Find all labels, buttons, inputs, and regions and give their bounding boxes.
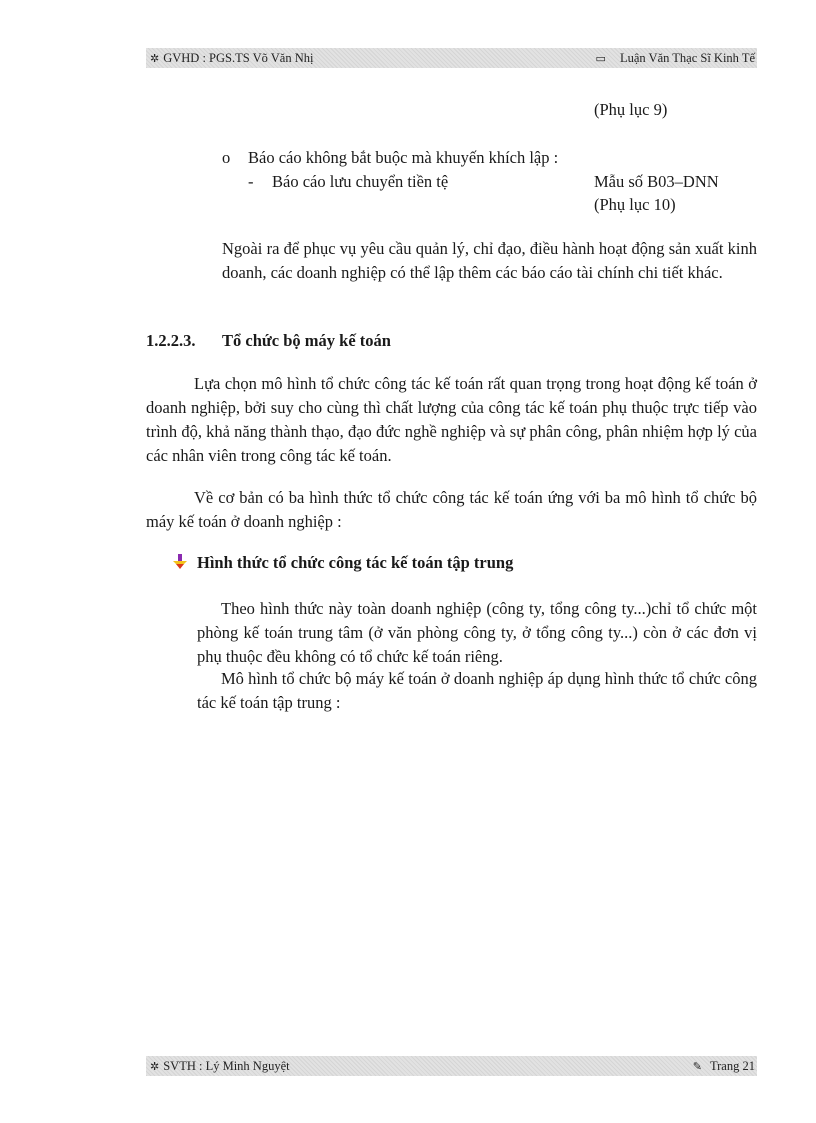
paragraph-extra-reports: Ngoài ra để phục vụ yêu cầu quản lý, chỉ đạo, điều hành hoạt động sản xuất kinh doanh, các doanh nghiệp có thể lập thêm các báo cáo tài chính chi tiết khác. [222,239,757,282]
arrow-icon [172,554,188,570]
paragraph-model-choice: Lựa chọn mô hình tổ chức công tác kế toán rất quan trọng trong hoạt động kế toán ở doanh nghiệp, bởi suy cho cùng thì chất lượng của công tác kế toán phụ thuộc trực tiếp vào trình độ, khả năng thành thạo, đạo đức nghề nghiệp và sự phân công, phân nhiệm hợp lý của các nhân viên trong công tác kế toán. [146,374,757,465]
cashflow-dash: - [248,172,254,191]
flower-icon: ✲ [150,53,160,65]
optional-reports-line: Báo cáo không bắt buộc mà khuyến khích lập : [248,148,559,167]
footer-left-text: SVTH : Lý Minh Nguyệt [163,1059,290,1073]
paragraph-three-forms: Về cơ bản có ba hình thức tổ chức công tác kế toán ứng với ba mô hình tổ chức bộ máy kế toán ở doanh nghiệp : [146,488,757,531]
pen-icon: ✎ [692,1061,702,1073]
paragraph-centralized-model: Mô hình tổ chức bộ máy kế toán ở doanh nghiệp áp dụng hình thức tổ chức công tác kế toán tập trung : [197,669,757,712]
section-number: 1.2.2.3. [146,331,196,350]
page-number: Trang 21 [709,1059,755,1073]
header-right-text: Luận Văn Thạc Sĩ Kinh Tế [619,51,755,65]
cashflow-form-number: Mẫu số B03–DNN [594,172,719,191]
appendix-9-note: (Phụ lục 9) [594,100,668,119]
page-header [146,48,757,68]
cashflow-label: Báo cáo lưu chuyển tiền tệ [272,172,449,191]
subheading-centralized: Hình thức tổ chức công tác kế toán tập trung [197,553,514,572]
optional-reports-bullet-icon: o [222,148,231,167]
appendix-10-note: (Phụ lục 10) [594,195,676,214]
section-title: Tổ chức bộ máy kế toán [222,331,391,350]
paragraph-centralized-form: Theo hình thức này toàn doanh nghiệp (công ty, tổng công ty...)chỉ tổ chức một phòng kế toán trung tâm (ở văn phòng công ty, ở tổng công ty...) còn ở các đơn vị phụ thuộc đều không có tổ chức kế toán riêng. [197,599,757,666]
flower-icon: ✲ [150,1061,160,1073]
header-left-text: GVHD : PGS.TS Võ Văn Nhị [163,51,314,65]
page-footer [146,1056,757,1076]
book-icon: ▭ [595,53,606,65]
